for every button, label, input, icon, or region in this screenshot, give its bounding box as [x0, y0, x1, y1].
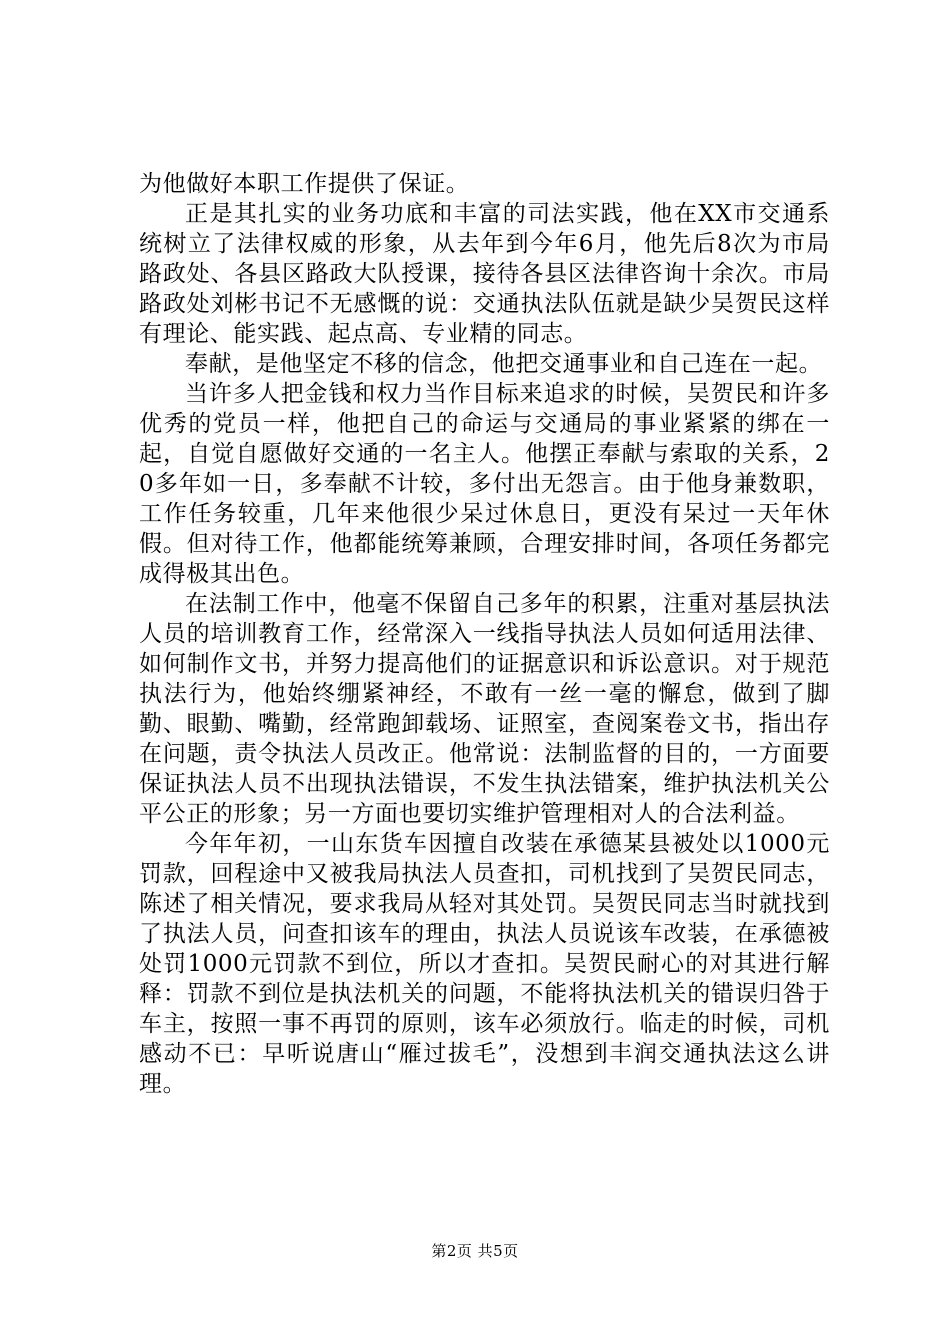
document-body [139, 169, 830, 1099]
paragraph-dedication-heading: 奉献，是他坚定不移的信念，他把交通事业和自己连在一起。 [185, 351, 823, 377]
paragraph-legal-work: 在法制工作中，他毫不保留自己多年的积累，注重对基层执法人员的培训教育工作，经常深入一线指导执法人员如何适用法律、如何制作文书，并努力提高他们的证据意识和诉讼意识。对于规范执法行为，他始终绷紧神经，不敢有一丝一毫的懈怠，做到了脚勤、眼勤、嘴勤，经常跑卸载场、证照室，查阅案卷文书，指出存在问题，责令执法人员改正。他常说：法制监督的目的，一方面要保证执法人员不出现执法错误，不发生执法错案，维护执法机关公平公正的形象；另一方面也要切实维护管理相对人的合法利益。 [139, 591, 830, 827]
paragraph-truck-case: 今年年初，一山东货车因擅自改装在承德某县被处以1000元罚款，回程途中又被我局执法人员查扣，司机找到了吴贺民同志，陈述了相关情况，要求我局从轻对其处罚。吴贺民同志当时就找到了执法人员，问查扣该车的理由，执法人员说该车改装，在承德被处罚1000元罚款不到位，所以才查扣。吴贺民耐心的对其进行解释：罚款不到位是执法机关的问题，不能将执法机关的错误归咎于车主，按照一事不再罚的原则，该车必须放行。临走的时候，司机感动不已：早听说唐山“雁过拔毛”，没想到丰润交通执法这么讲理。 [139, 831, 830, 1097]
paragraph-legal-authority: 正是其扎实的业务功底和丰富的司法实践，他在XX市交通系统树立了法律权威的形象，从去年到今年6月，他先后8次为市局路政处、各县区路政大队授课，接待各县区法律咨询十余次。市局路政处刘彬书记不无感慨的说：交通执法队伍就是缺少吴贺民这样有理论、能实践、起点高、专业精的同志。 [139, 201, 830, 347]
paragraph-continuation: 为他做好本职工作提供了保证。 [139, 171, 470, 197]
page-number-footer: 第2页 共5页 [431, 1242, 519, 1260]
paragraph-dedication: 当许多人把金钱和权力当作目标来追求的时候，吴贺民和许多优秀的党员一样，他把自己的命运与交通局的事业紧紧的绑在一起，自觉自愿做好交通的一名主人。他摆正奉献与索取的关系，20多年如一日，多奉献不计较，多付出无怨言。由于他身兼数职，工作任务较重，几年来他很少呆过休息日，更没有呆过一天年休假。但对待工作，他都能统筹兼顾，合理安排时间，各项任务都完成得极其出色。 [139, 381, 830, 587]
